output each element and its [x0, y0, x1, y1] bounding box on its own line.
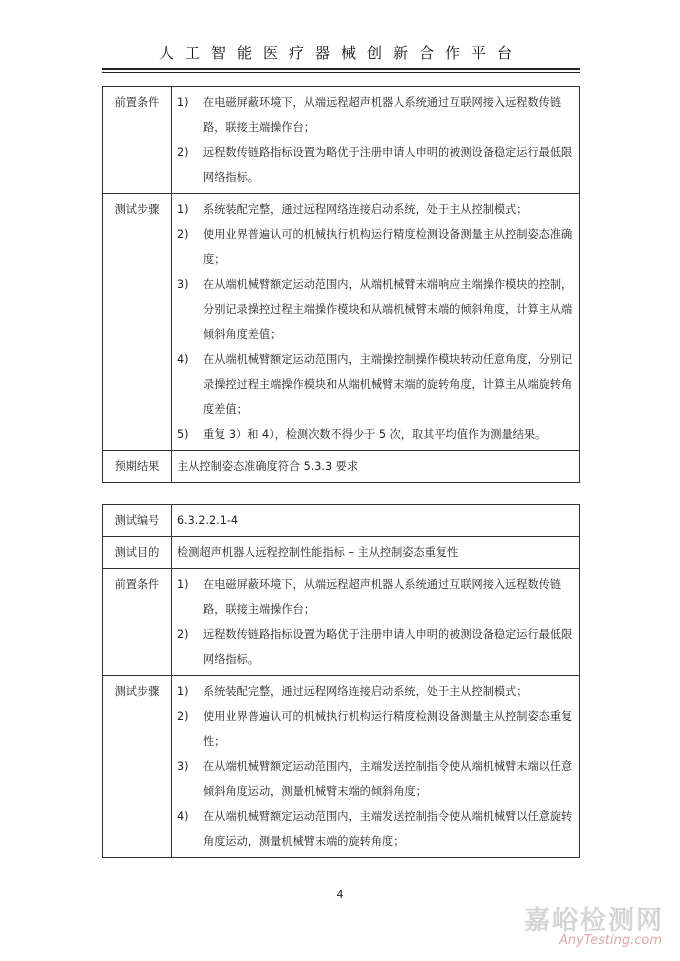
test-id-row — [103, 505, 580, 537]
item-number: 3) — [177, 760, 189, 773]
item-number: 2) — [177, 628, 189, 641]
expected-result: 主从控制姿态准确度符合 5.3.3 要求 — [172, 451, 580, 483]
row-label: 测试目的 — [103, 537, 172, 569]
item-text: 在电磁屏蔽环境下，从端远程超声机器人系统通过互联网接入远程数传链路，联接主端操作台； — [203, 578, 562, 616]
item-text: 在电磁屏蔽环境下，从端远程超声机器人系统通过互联网接入远程数传链路，联接主端操作台； — [203, 96, 562, 134]
item-text: 远程数传链路指标设置为略优于注册申请人申明的被测设备稳定运行最低限网络指标。 — [203, 628, 573, 666]
row-label: 前置条件 — [103, 569, 172, 676]
preconditions-row — [103, 87, 580, 194]
item-text: 远程数传链路指标设置为略优于注册申请人申明的被测设备稳定运行最低限网络指标。 — [203, 146, 573, 184]
row-content — [172, 569, 580, 676]
list-item — [177, 347, 574, 422]
list-item — [177, 804, 574, 854]
list-item — [177, 622, 574, 672]
item-text: 系统装配完整，通过远程网络连接启动系统，处于主从控制模式； — [203, 203, 528, 216]
steps-row — [103, 676, 580, 858]
list-item — [177, 704, 574, 754]
test-id-value: 6.3.2.2.1-4 — [172, 505, 580, 537]
row-label: 测试编号 — [103, 505, 172, 537]
list-item — [177, 754, 574, 804]
row-label: 预期结果 — [103, 451, 172, 483]
row-label: 测试步骤 — [103, 194, 172, 451]
page-number: 4 — [336, 888, 344, 901]
header-rule-thin — [102, 72, 580, 73]
row-content — [172, 194, 580, 451]
item-text: 系统装配完整，通过远程网络连接启动系统，处于主从控制模式； — [203, 685, 528, 698]
test-purpose-row — [103, 537, 580, 569]
item-text: 在从端机械臂额定运动范围内，主端发送控制指令使从端机械臂末端以任意倾斜角度运动，测量机械臂末端的倾斜角度； — [203, 760, 573, 798]
steps-row — [103, 194, 580, 451]
header-rule — [102, 68, 580, 70]
item-number: 1) — [177, 203, 189, 216]
row-content — [172, 87, 580, 194]
list-item — [177, 272, 574, 347]
item-number: 5) — [177, 428, 189, 441]
row-content — [172, 676, 580, 858]
list-item — [177, 422, 574, 447]
watermark-site: AnyTesting.com — [558, 933, 662, 948]
item-number: 2) — [177, 146, 189, 159]
item-number: 4) — [177, 810, 189, 823]
list-item — [177, 197, 574, 222]
test-purpose-value: 检测超声机器人远程控制性能指标 – 主从控制姿态重复性 — [172, 537, 580, 569]
item-text: 在从端机械臂额定运动范围内，从端机械臂末端响应主端操作模块的控制，分别记录操控过程主端操作模块和从端机械臂末端的倾斜角度，计算主从端倾斜角度差值； — [203, 278, 573, 341]
list-item — [177, 679, 574, 704]
item-text: 重复 3）和 4），检测次数不得少于 5 次，取其平均值作为测量结果。 — [203, 428, 547, 441]
item-text: 在从端机械臂额定运动范围内，主端操控制操作模块转动任意角度，分别记录操控过程主端操作模块和从端机械臂末端的旋转角度，计算主从端旋转角度差值； — [203, 353, 573, 416]
row-label: 测试步骤 — [103, 676, 172, 858]
list-item — [177, 222, 574, 272]
watermark-brand: 嘉峪检测网 — [523, 906, 664, 936]
preconditions-row — [103, 569, 580, 676]
item-number: 1) — [177, 578, 189, 591]
item-number: 3) — [177, 278, 189, 291]
test-spec-table-2 — [102, 504, 580, 858]
page-header-title: 人工智能医疗器械创新合作平台 — [158, 44, 523, 62]
item-number: 2) — [177, 228, 189, 241]
row-label: 前置条件 — [103, 87, 172, 194]
item-text: 在从端机械臂额定运动范围内，主端发送控制指令使从端机械臂以任意旋转角度运动，测量机械臂末端的旋转角度； — [203, 810, 573, 848]
item-number: 1) — [177, 96, 189, 109]
item-number: 4) — [177, 353, 189, 366]
item-text: 使用业界普遍认可的机械执行机构运行精度检测设备测量主从控制姿态重复性； — [203, 710, 573, 748]
list-item — [177, 140, 574, 190]
list-item — [177, 90, 574, 140]
item-text: 使用业界普遍认可的机械执行机构运行精度检测设备测量主从控制姿态准确度； — [203, 228, 573, 266]
list-item — [177, 572, 574, 622]
expected-row — [103, 451, 580, 483]
test-spec-table-1 — [102, 86, 580, 483]
item-number: 2) — [177, 710, 189, 723]
item-number: 1) — [177, 685, 189, 698]
